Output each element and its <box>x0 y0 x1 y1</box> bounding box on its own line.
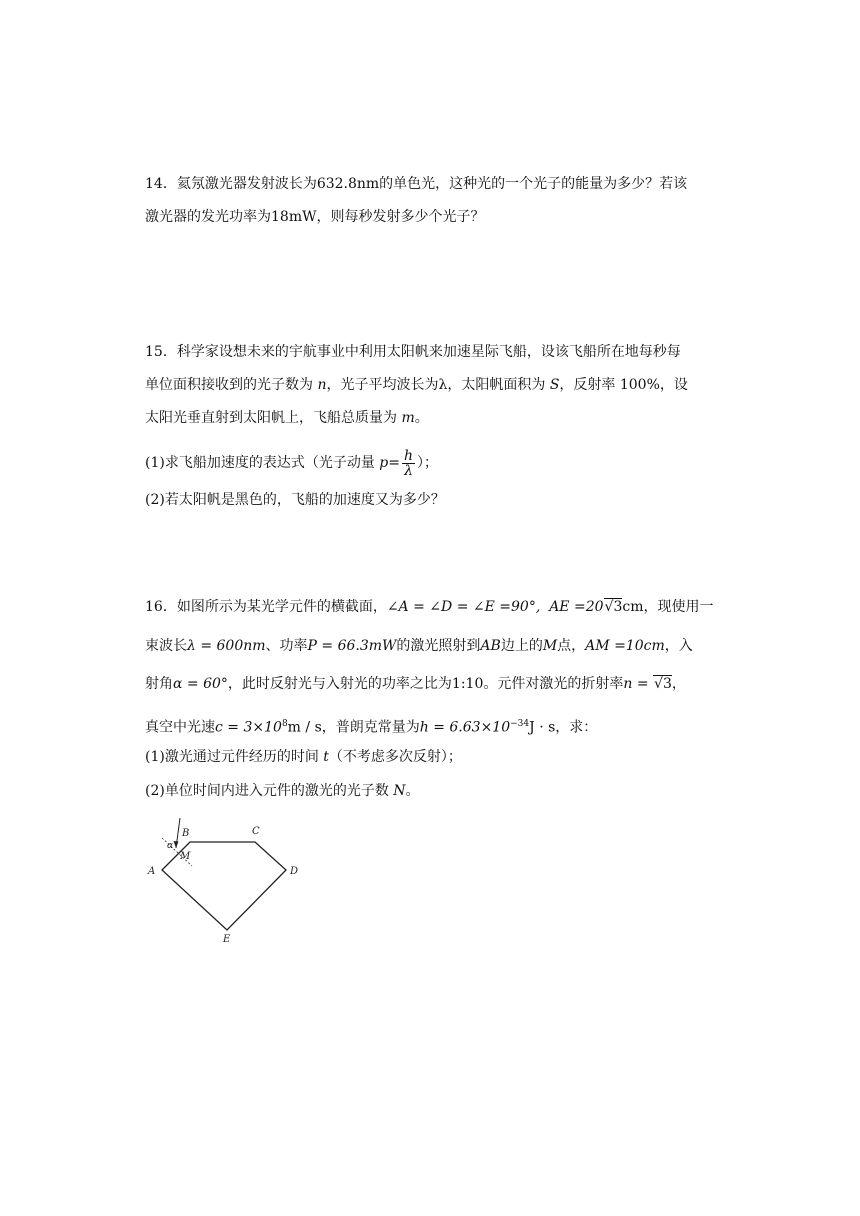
text: 点， <box>557 638 586 654</box>
q16-line-4 <box>145 714 597 738</box>
q15-sub-1 <box>145 448 438 478</box>
text: 真空中光速 <box>145 719 215 736</box>
power-expr: P = 66.3mW <box>307 638 397 654</box>
label-D: D <box>290 866 299 877</box>
text: ， <box>671 676 686 692</box>
q15-line-3 <box>145 408 429 428</box>
var-S: S <box>549 377 560 393</box>
q16-sub-1 <box>145 747 462 767</box>
text: ，普朗克常量为 <box>321 719 420 736</box>
q15-line-2 <box>145 375 688 395</box>
var-m: m <box>401 410 415 426</box>
var-n: n <box>317 377 327 393</box>
ray-arrowhead <box>174 841 179 848</box>
lambda-expr: λ = 600nm <box>187 638 266 654</box>
sqrt: √3 <box>604 599 623 615</box>
label-A: A <box>148 866 156 877</box>
h-expr: h = 6.63×10 <box>419 719 511 736</box>
q16-sub-2 <box>145 781 420 801</box>
text: cm，现使用一 <box>622 599 714 615</box>
text: 16．如图所示为某光学元件的横截面， <box>145 599 387 615</box>
q14-line-2: 激光器的发光功率为18mW，则每秒发射多少个光子？ <box>145 209 485 225</box>
sqrt-value: 3 <box>662 676 672 692</box>
h-exponent: −34 <box>510 719 530 729</box>
var-p: p <box>379 455 389 471</box>
text: ）； <box>417 455 439 471</box>
text: ，光子平均波长为λ，太阳帆面积为 <box>326 377 550 393</box>
text: ，入 <box>664 638 693 654</box>
text: 。 <box>414 410 429 426</box>
alpha-expr: α = 60° <box>173 676 228 692</box>
text: 。 <box>405 783 420 799</box>
text: ，反射率 100%，设 <box>559 377 688 393</box>
text: 束波长 <box>145 638 187 654</box>
n-expr: n = <box>623 676 654 692</box>
angles-expr: ∠A = ∠D = ∠E =90°, <box>386 599 541 615</box>
var-M: M <box>542 638 558 654</box>
fraction-h-over-lambda <box>402 449 415 478</box>
text: 太阳光垂直射到太阳帆上，飞船总质量为 <box>145 410 402 426</box>
q14-line-1: 14．氦氖激光器发射波长为632.8nm的单色光，这种光的一个光子的能量为多少？若该 <box>145 176 688 192</box>
label-C: C <box>252 826 260 837</box>
c-expr: c = 3×10 <box>215 719 282 736</box>
q15-sub-2: (2)若太阳帆是黑色的，飞船的加速度又为多少？ <box>145 492 445 508</box>
text: 、功率 <box>265 638 308 654</box>
label-M: M <box>180 851 191 862</box>
text: 单位面积接收到的光子数为 <box>145 377 318 393</box>
am-expr: AM =10cm <box>585 638 665 654</box>
var-AB: AB <box>480 638 501 654</box>
q16-line-3 <box>145 674 686 694</box>
text: 边上的 <box>500 638 543 654</box>
text: 的激光照射到 <box>396 638 481 654</box>
text: ，求： <box>555 719 598 736</box>
text: = <box>388 455 400 471</box>
ae-expr: AE =20 <box>549 599 604 615</box>
text: (1)求飞船加速度的表达式（光子动量 <box>145 455 380 471</box>
fraction-denominator: λ <box>402 463 415 478</box>
q15-line-1: 15．科学家设想未来的宇航事业中利用太阳帆来加速星际飞船，设该飞船所在地每秒每 <box>145 344 681 360</box>
sqrt-value: 3 <box>613 599 623 615</box>
text: 。元件对激光的折射率 <box>483 676 624 692</box>
text: 射角 <box>145 676 173 692</box>
text: （不考虑多次反射）； <box>328 749 462 765</box>
c-exponent: 8 <box>281 719 288 729</box>
ratio: 1:10 <box>451 676 484 692</box>
sqrt: √3 <box>654 676 672 692</box>
fraction-numerator: h <box>403 447 414 464</box>
h-unit: J · s <box>529 719 556 736</box>
label-alpha: α <box>167 841 174 851</box>
var-t: t <box>323 749 329 765</box>
text: ，此时反射光与入射光的功率之比为 <box>227 676 452 692</box>
optical-element-diagram <box>140 818 310 943</box>
label-B: B <box>182 828 190 839</box>
q16-line-1 <box>145 597 713 617</box>
text: (1)激光通过元件经历的时间 <box>145 749 324 765</box>
label-E: E <box>223 934 231 943</box>
q16-line-2 <box>145 636 693 656</box>
text: (2)单位时间内进入元件的激光的光子数 <box>145 783 394 799</box>
var-N: N <box>393 783 406 799</box>
c-unit: m / s <box>287 719 322 736</box>
